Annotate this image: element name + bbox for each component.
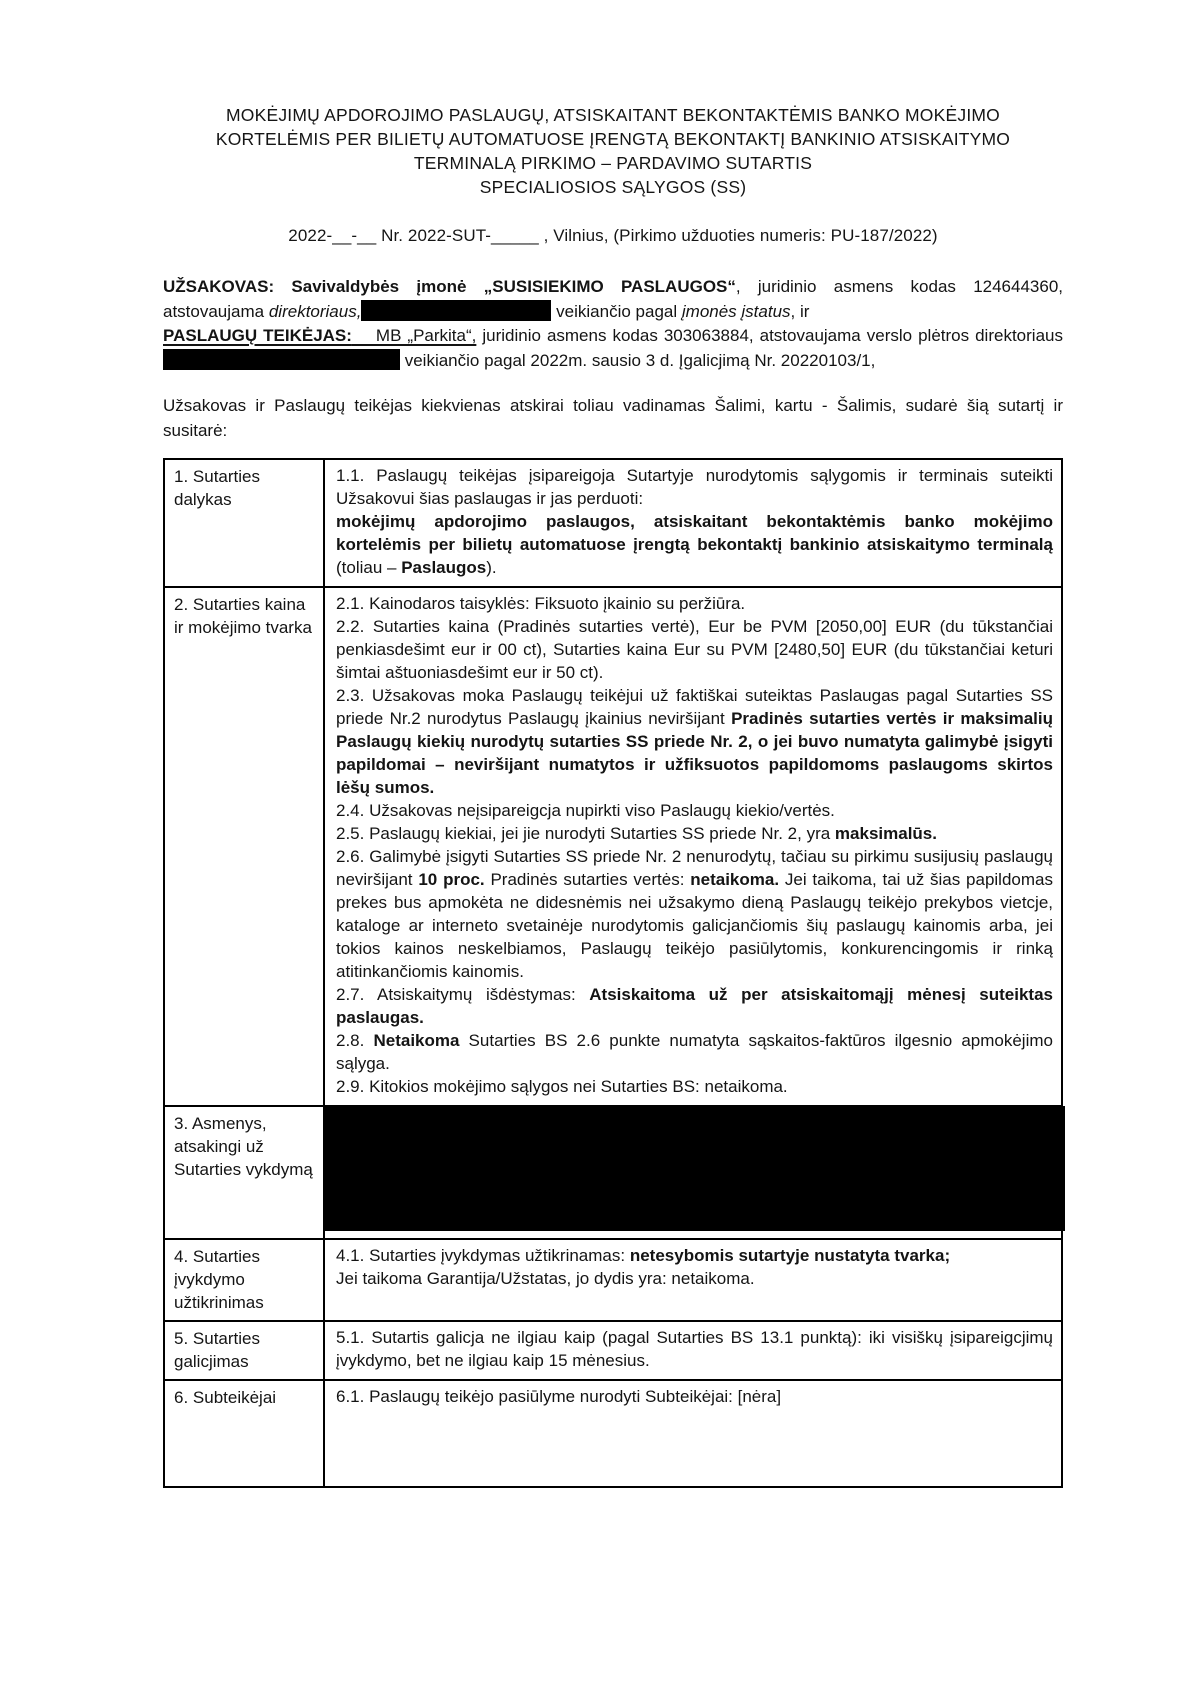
text-run: 2.9. Kitokios mokėjimo sąlygos nei Sutarties BS: netaikoma. (336, 1077, 788, 1096)
text-run: 2.8. (336, 1031, 374, 1050)
text-run: 2.4. Užsakovas neįsipareigcja nupirkti viso Paslaugų kiekio/vertės. (336, 801, 835, 820)
text-run: 4.1. Sutarties įvykdymas užtikrinamas: (336, 1246, 630, 1265)
text-run: įmonės įstatus (681, 301, 791, 321)
paragraph (336, 684, 1053, 799)
text-run: 1.1. Paslaugų teikėjas įsipareigoja Sutartyje nurodytomis sąlygomis ir terminais suteikti Užsakovui šias paslaugas ir jas perduoti: (336, 466, 1053, 508)
terms-table (163, 458, 1063, 1488)
title-line-3: TERMINALĄ PIRKIMO – PARDAVIMO SUTARTIS (413, 153, 813, 173)
text-run: 2.1. Kainodaros taisyklės: Fiksuoto įkainio su peržiūra. (336, 594, 746, 613)
text-run: direktoriaus, (268, 301, 362, 321)
text-run: Jei taikoma, tai už šias papildomas prekes bus apmokėta ne didesnėmis nei užsakymo dieną Paslaugų teikėjo prekybos vietcje, kataloge ar interneto svetainėje nurodytomis galicjančiomis šių paslaugų kainomis arba, jei tokios kainos neskelbiamos, Paslaugų teikėjo pasiūlytomis, konkurencingomis ir rinką atitinkančiomis kainomis. (336, 870, 1053, 981)
text-run: Atsiskaitoma už per atsiskaitomąjį mėnesį suteiktas paslaugas. (336, 985, 1053, 1027)
row-label: 1. Sutarties dalykas (164, 459, 324, 587)
text-run: 5.1. Sutartis galicja ne ilgiau kaip (pagal Sutarties BS 13.1 punktą): iki visiškų įsipareigcjimų įvykdymo, bet ne ilgiau kaip 15 mėnesius. (336, 1328, 1053, 1370)
text-run: 6.1. Paslaugų teikėjo pasiūlyme nurodyti Subteikėjai: [nėra] (336, 1387, 782, 1406)
redaction-bar (361, 300, 551, 321)
row-content (324, 1239, 1062, 1321)
redaction-block (325, 1106, 1065, 1231)
text-run: 2.5. Paslaugų kiekiai, jei jie nurodyti Sutarties SS priede Nr. 2, yra (336, 824, 835, 843)
text-run: Netaikoma (373, 1031, 460, 1050)
paragraph (336, 1326, 1053, 1372)
row-label: 2. Sutarties kaina ir mokėjimo tvarka (164, 587, 324, 1106)
paragraph (336, 983, 1053, 1029)
text-run: Pradinės sutarties vertės ir maksimalių Paslaugų kiekių nurodytų sutarties SS priede Nr. 2, o jei buvo numatyta galimybė įsigyti papildomai – neviršijant numatytos ir užfiksuotos papildomoms paslaugoms skirtos lėšų sumos. (336, 709, 1054, 797)
paragraph (336, 799, 1053, 822)
text-run: 2.7. Atsiskaitymų išdėstymas: (336, 985, 590, 1004)
text-run: Jei taikoma Garantija/Užstatas, jo dydis yra: netaikoma. (336, 1269, 755, 1288)
text-run: UŽSAKOVAS: Savivaldybės įmonė „SUSISIEKIMO PASLAUGOS“ (163, 277, 736, 296)
text-run: 10 proc. (418, 870, 485, 889)
row-content (324, 1321, 1062, 1380)
text-run: ). (486, 558, 497, 577)
text-run: 2.6. Galimybė įsigyti Sutarties SS priede Nr. 2 nenurodytų, tačiau su pirkimu susijusių paslaugų neviršijant (336, 847, 1053, 889)
table-row-performance-security (164, 1239, 1062, 1321)
row-label: 3. Asmenys, atsakingi už Sutarties vykdymą (164, 1106, 324, 1239)
table-row-subcontractors (164, 1380, 1062, 1487)
row-content (324, 1380, 1062, 1487)
text-run: PASLAUGŲ TEIKĖJAS: (163, 326, 352, 345)
row-content (324, 1106, 1062, 1239)
text-run: Pradinės sutarties vertės: (484, 870, 691, 889)
text-run: netaikoma. (690, 870, 780, 889)
paragraph (336, 845, 1053, 983)
title-line-4: SPECIALIOSIOS SĄLYGOS (SS) (479, 177, 747, 197)
paragraph (336, 1029, 1053, 1075)
paragraph (336, 615, 1053, 684)
table-row-responsible-persons (164, 1106, 1062, 1239)
row-label: 6. Subteikėjai (164, 1380, 324, 1487)
paragraph (336, 1385, 1053, 1408)
text-run: netesybomis sutartyje nustatyta tvarka; (629, 1246, 951, 1265)
text-run: Sutarties BS 2.6 punkte numatyta sąskaitos-faktūros ilgesnio apmokėjimo sąlyga. (336, 1031, 1053, 1073)
table-row-subject (164, 459, 1062, 587)
paragraph (336, 1075, 1053, 1098)
text-run: , ir (790, 301, 810, 321)
text-run: , juridinio asmens kodas 124644360, atstovaujama (163, 277, 1064, 321)
row-content (324, 587, 1062, 1106)
table-row-price (164, 587, 1062, 1106)
paragraph (336, 1244, 1053, 1267)
parties-paragraph (163, 275, 1063, 373)
date-line: 2022-__-__ Nr. 2022-SUT-_____ , Vilnius, (Pirkimo užduoties numeris: PU-187/2022) (288, 226, 938, 245)
table-row-validity (164, 1321, 1062, 1380)
row-label: 5. Sutarties galicjimas (164, 1321, 324, 1380)
document-title (163, 103, 1063, 199)
row-content (324, 459, 1062, 587)
text-run: maksimalūs. (834, 824, 937, 843)
row-label: 4. Sutarties įvykdymo užtikrinimas (164, 1239, 324, 1321)
title-line-1: MOKĖJIMŲ APDOROJIMO PASLAUGŲ, ATSISKAITANT BEKONTAKTĖMIS BANKO MOKĖJIMO (226, 105, 1000, 125)
text-run: juridinio asmens kodas 303063884, atstovaujama verslo plėtros direktoriaus (476, 326, 1063, 345)
text-run: veikiančio pagal (551, 301, 682, 321)
text-run: mokėjimų apdorojimo paslaugos, atsiskaitant bekontaktėmis banko mokėjimo kortelėmis per bilietų automatuose įrengtą bekontaktį bankinio atsiskaitymo terminalą (336, 512, 1053, 554)
text-run: 2.3. Užsakovas moka Paslaugų teikėjui už faktiškai suteiktas Paslaugas pagal Sutarties SS priede Nr.2 nurodytus Paslaugų įkainius neviršijant (336, 686, 1053, 728)
paragraph (336, 822, 1053, 845)
preamble-paragraph: Užsakovas ir Paslaugų teikėjas kiekvienas atskirai toliau vadinamas Šalimi, kartu - Šalimis, sudarė šią sutartį ir susitarė: (163, 396, 1063, 440)
text-run: Paslaugos (401, 558, 487, 577)
text-run: MB „Parkita“, (351, 326, 477, 345)
paragraph (336, 510, 1053, 579)
text-run: veikiančio pagal 2022m. sausio 3 d. Įgalicjimą Nr. 20220103/1, (400, 350, 876, 370)
paragraph (336, 1267, 1053, 1290)
redaction-bar (163, 349, 400, 370)
text-run: 2.2. Sutarties kaina (Pradinės sutarties vertė), Eur be PVM [2050,00] EUR (du tūkstančiai penkiasdešimt eur ir 00 ct), Sutarties kaina Eur su PVM [2480,50] EUR (du tūkstančiai keturi šimtai aštuoniasdešimt eur ir 50 ct). (336, 617, 1053, 682)
title-line-2: KORTELĖMIS PER BILIETŲ AUTOMATUOSE ĮRENGTĄ BEKONTAKTĮ BANKINIO ATSISKAITYMO (215, 129, 1011, 149)
text-run: (toliau – (336, 558, 402, 577)
paragraph (336, 592, 1053, 615)
paragraph (336, 464, 1053, 510)
